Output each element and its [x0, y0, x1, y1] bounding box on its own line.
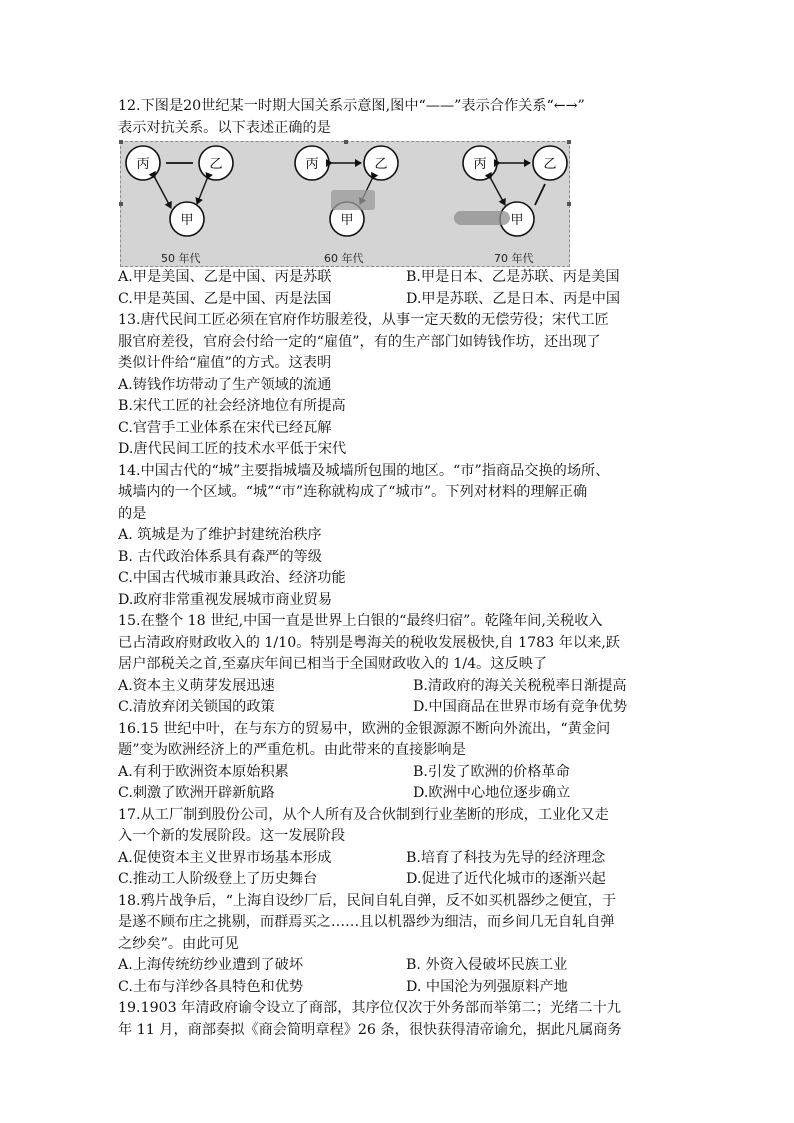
confrontation-arrow — [491, 179, 505, 205]
q18-options-row-2 — [118, 977, 678, 999]
q13-option-a: A.铸钱作坊带动了生产领域的流通 — [118, 376, 332, 393]
question-13 — [118, 310, 678, 461]
q16-option-b: B.引发了欧洲的价格革命 — [413, 763, 570, 780]
q17-option-c: C.推动工人阶级登上了历史舞台 — [118, 871, 318, 887]
q17-option-b: B.培育了科技为先导的经济理念 — [406, 849, 606, 866]
q16-options-row-1 — [118, 762, 678, 784]
confrontation-arrow — [197, 179, 207, 204]
q13-option-c: C.官营手工业体系在宋代已经瓦解 — [118, 419, 332, 436]
decade-label-50s: 50 年代 — [161, 252, 201, 265]
q18-option-b: B. 外资入侵破坏民族工业 — [406, 957, 568, 973]
decade-label-70s: 70 年代 — [494, 252, 534, 265]
node-label-jia: 甲 — [180, 213, 194, 228]
q18-stem-line-2: 是遂不顾布庄之挑剔，而群焉买之……且以机器纱为细洁，而乡间几无自轧自弹 — [118, 914, 615, 930]
question-12 — [118, 96, 678, 310]
q16-option-d: D.欧洲中心地位逐步确立 — [413, 785, 571, 801]
q12-option-b: B.甲是日本、乙是苏联、丙是美国 — [406, 269, 620, 285]
question-15 — [118, 611, 678, 719]
question-14 — [118, 461, 678, 612]
q15-option-c: C.清放弃闭关锁国的政策 — [118, 699, 275, 715]
panel-60s — [295, 146, 398, 236]
q12-option-c: C.甲是英国、乙是中国、丙是法国 — [118, 290, 332, 307]
question-19 — [118, 998, 678, 1041]
q16-stem-line-2: 题”变为欧洲经济上的严重危机。由此带来的直接影响是 — [118, 742, 466, 758]
node-label-yi: 乙 — [543, 157, 557, 172]
q14-stem-line-1: 14.中国古代的“城”主要指城墙及城墙所包围的地区。“市”指商品交换的场所、 — [118, 462, 610, 479]
q18-option-a: A.上海传统纺纱业遭到了破坏 — [118, 957, 304, 973]
q14-option-b: B. 古代政治体系具有森严的等级 — [118, 548, 322, 565]
q19-stem-line-1: 19.1903 年清政府谕令设立了商部，其序位仅次于外务部而举第二；光绪二十九 — [118, 1000, 621, 1016]
q12-stem-line-1: 12.下图是20世纪某一时期大国关系示意图,图中“——”表示合作关系“←→” — [118, 98, 585, 114]
q15-stem-line-1: 15.在整个 18 世纪,中国一直是世界上白银的“最终归宿”。乾隆年间,关税收入 — [118, 613, 603, 629]
q15-stem-line-3: 居户部税关之首,至嘉庆年间已相当于全国财政收入的 1/4。这反映了 — [118, 656, 548, 672]
q12-option-a: A.甲是美国、乙是中国、丙是苏联 — [118, 269, 332, 285]
q13-option-d: D.唐代民间工匠的技术水平低于宋代 — [118, 441, 347, 457]
exam-page — [118, 96, 678, 1041]
smudge-mark — [454, 211, 510, 225]
q19-stem-line-2: 年 11 月，商部奏拟《商会简明章程》26 条，很快获得清帝谕允，据此凡属商务 — [118, 1021, 622, 1038]
q17-option-d: D.促进了近代化城市的逐渐兴起 — [406, 871, 606, 887]
q15-options-row-2 — [118, 697, 678, 719]
q17-options-row-1 — [118, 848, 678, 870]
q15-option-d: D.中国商品在世界市场有竞争优势 — [413, 699, 628, 715]
q17-stem-line-2: 入一个新的发展阶段。这一发展阶段 — [118, 828, 346, 844]
decade-label-60s: 60 年代 — [324, 252, 364, 265]
q13-stem-line-1: 13.唐代民间工匠必须在官府作坊服差役，从事一定天数的无偿劳役；宋代工匠 — [118, 312, 609, 328]
node-label-jia: 甲 — [510, 213, 524, 228]
q17-option-a: A.促使资本主义世界市场基本形成 — [118, 849, 332, 866]
q13-stem-line-2: 服官府差役，官府会付给一定的“雇值”，有的生产部门如铸钱作坊，还出现了 — [118, 333, 601, 350]
q15-stem-line-2: 已占清政府财政收入的 1/10。特别是粤海关的税收发展极快,自 1783 年以来,跃 — [118, 634, 620, 651]
relations-diagram — [120, 141, 570, 267]
smudge-mark — [331, 190, 375, 210]
node-label-bing: 丙 — [305, 157, 319, 172]
question-17 — [118, 805, 678, 891]
node-label-bing: 丙 — [136, 157, 150, 172]
q17-options-row-2 — [118, 869, 678, 891]
q12-option-d: D.甲是苏联、乙是日本、丙是中国 — [406, 290, 621, 307]
q13-option-b: B.宋代工匠的社会经济地位有所提高 — [118, 398, 346, 414]
q16-options-row-2 — [118, 783, 678, 805]
q14-option-a: A. 筑城是为了维护封建统治秩序 — [118, 527, 322, 543]
q18-option-d: D. 中国沦为列强原料产地 — [406, 978, 568, 995]
q14-option-c: C.中国古代城市兼具政治、经济功能 — [118, 570, 346, 586]
q14-stem-line-2: 城墙内的一个区域。“城”“市”连称就构成了“城市”。下列对材料的理解正确 — [118, 484, 588, 500]
q13-stem-line-3: 类似计件给“雇值”的方式。这表明 — [118, 355, 332, 371]
q14-option-d: D.政府非常重视发展城市商业贸易 — [118, 591, 333, 608]
panel-50s — [126, 146, 233, 236]
q16-stem-line-1: 16.15 世纪中叶，在与东方的贸易中，欧洲的金银源源不断向外流出，“黄金问 — [118, 720, 611, 737]
q18-stem-line-1: 18.鸦片战争后，“上海自设纱厂后，民间自轧自弹，反不如买机器纱之便宜，于 — [118, 892, 617, 909]
question-18 — [118, 891, 678, 999]
confrontation-arrow — [155, 178, 171, 208]
question-16 — [118, 719, 678, 805]
node-label-yi: 乙 — [374, 157, 388, 172]
q14-stem-line-3: 的是 — [118, 505, 147, 522]
q17-stem-line-1: 17.从工厂制到股份公司，从个人所有及合伙制到行业垄断的形成，工业化又走 — [118, 806, 609, 823]
node-label-bing: 丙 — [473, 157, 487, 172]
q15-options-row-1 — [118, 676, 678, 698]
q18-options-row-1 — [118, 955, 678, 977]
q18-option-c: C.土布与洋纱各具特色和优势 — [118, 978, 304, 995]
cooperation-line — [535, 184, 545, 205]
panel-70s — [454, 146, 567, 236]
q12-options-row-1 — [118, 267, 678, 289]
q15-option-a: A.资本主义萌芽发展迅速 — [118, 677, 275, 694]
q15-option-b: B.清政府的海关关税税率日渐提高 — [413, 677, 627, 694]
q16-option-a: A.有利于欧洲资本原始积累 — [118, 763, 289, 780]
q16-option-c: C.刺激了欧洲开辟新航路 — [118, 785, 275, 801]
q12-stem-line-2: 表示对抗关系。以下表述正确的是 — [118, 119, 331, 136]
q18-stem-line-3: 之纱矣”。由此可见 — [118, 935, 239, 952]
q12-options-row-2 — [118, 289, 678, 311]
node-label-yi: 乙 — [209, 157, 223, 172]
node-label-jia: 甲 — [340, 213, 354, 228]
